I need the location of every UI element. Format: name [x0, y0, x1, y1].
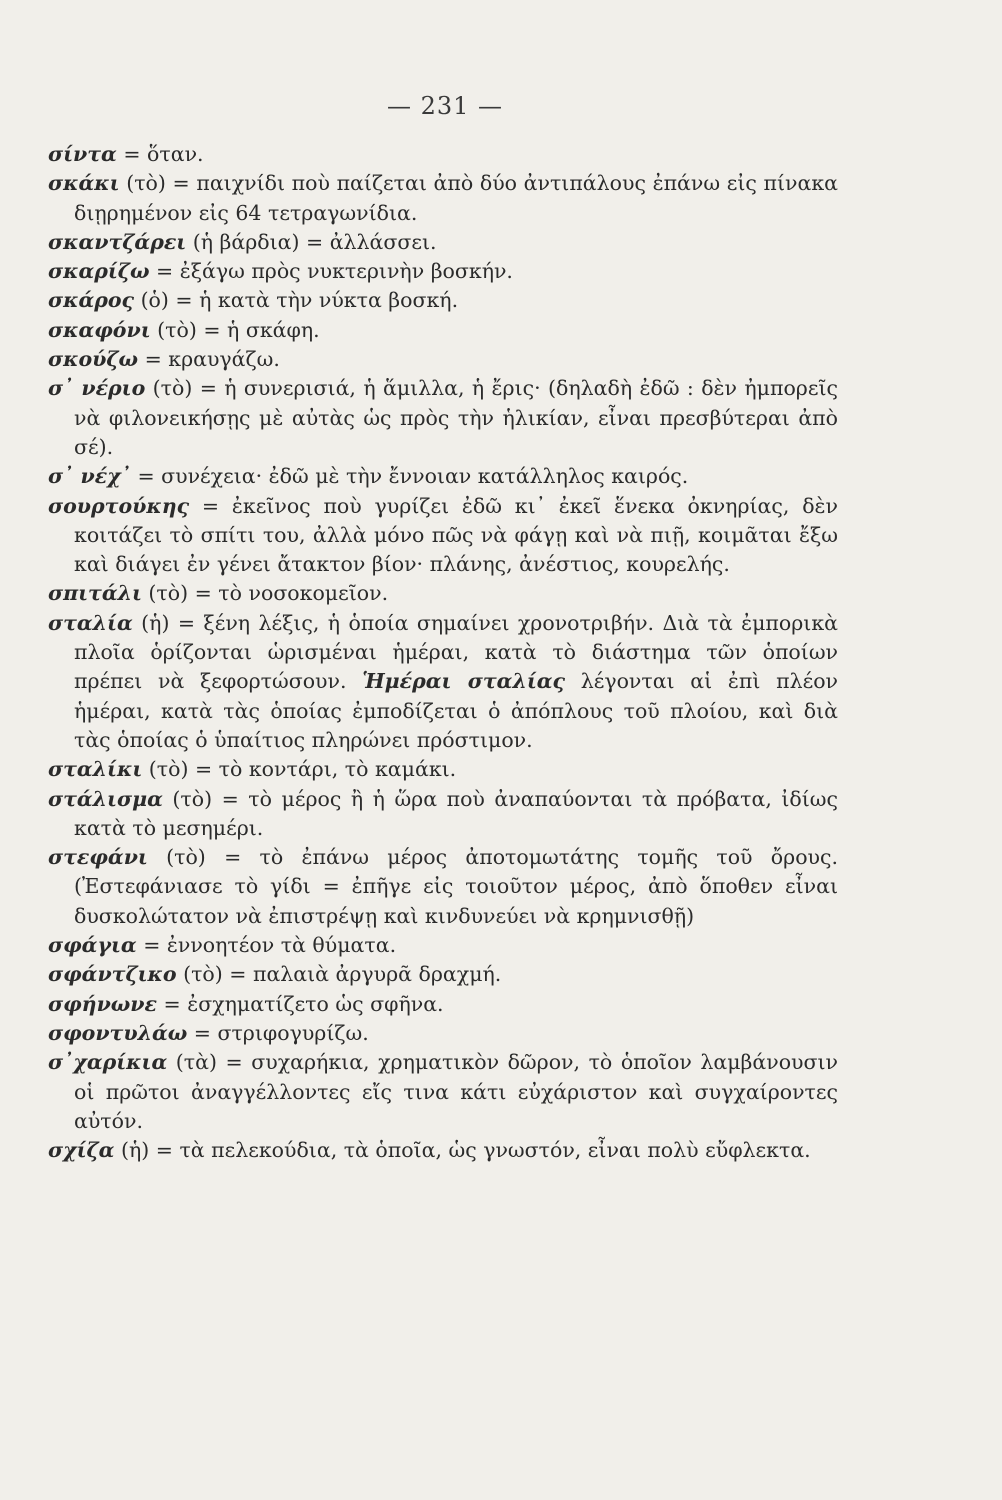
glossary-entry	[48, 579, 838, 608]
entry-definition: = κραυγάζω.	[138, 347, 280, 372]
entry-definition: = ἐκεῖνος ποὺ γυρίζει ἐδῶ κι᾿ ἐκεῖ ἕνεκα ὀκνηρίας, δὲν κοιτάζει τὸ σπίτι του, ἀλλὰ μόνο πῶς νὰ φάγῃ καὶ νὰ πιῇ, κοιμᾶται ἔξω καὶ διάγει ἐν γένει ἄτακτον βίον· πλάνης, ἀνέστιος, κουρελής.	[74, 493, 838, 577]
glossary-entry	[48, 1019, 838, 1048]
entry-definition-continued: λέγονται αἱ ἐπὶ πλέον ἡμέραι, κατὰ τὰς ὁποίας ἐμποδίζεται ὁ ἀπόπλους τοῦ πλοίου, καὶ διὰ τὰς ὁποίας ὁ ὑπαίτιος πληρώνει πρόστιμον.	[74, 669, 838, 752]
entry-definition: (τὸ) = ἡ σκάφη.	[150, 317, 320, 342]
glossary-entry	[48, 316, 838, 345]
glossary-entry	[48, 843, 838, 931]
entry-definition: = ἐσχηματίζετο ὡς σφῆνα.	[157, 991, 444, 1016]
entry-lemma: σφάγια	[48, 933, 137, 958]
entry-definition: = ἐξάγω πρὸς νυκτερινὴν βοσκήν.	[149, 259, 513, 284]
entry-definition: (τὸ) = ἡ συνερισιά, ἡ ἅμιλλα, ἡ ἔρις· (δηλαδὴ ἐδῶ : δὲν ἠμπορεῖς νὰ φιλονεικήσῃς μὲ αὐτὰς ὡς πρὸς τὴν ἡλικίαν, εἶναι πρεσβύτεραι ἀπὸ σέ).	[74, 376, 838, 459]
entry-definition: = ἐννοητέον τὰ θύματα.	[136, 933, 397, 958]
entry-definition: (ἡ βάρδια) = ἀλλάσσει.	[186, 229, 437, 254]
entry-definition: (ὁ) = ἡ κατὰ τὴν νύκτα βοσκή.	[134, 288, 459, 313]
entry-definition: = ὅταν.	[116, 142, 204, 166]
entry-lemma: σκάρος	[48, 288, 135, 313]
entry-lemma: σίντα	[48, 142, 117, 166]
glossary-entry	[48, 228, 838, 257]
entry-lemma: σκαντζάρει	[48, 229, 187, 254]
entry-definition: = συνέχεια· ἐδῶ μὲ τὴν ἔννοιαν κατάλληλος καιρός.	[130, 464, 689, 489]
entry-lemma: σκαρίζω	[48, 259, 150, 284]
glossary-entry	[48, 785, 838, 844]
entry-lemma: σφήνωνε	[48, 991, 157, 1016]
entry-definition: (τὸ) = παλαιὰ ἀργυρᾶ δραχμή.	[176, 962, 502, 987]
page-number: — 231 —	[386, 92, 504, 120]
glossary-entry	[48, 960, 838, 989]
glossary-entry	[48, 140, 838, 169]
entry-definition: (ἡ) = ξένη λέξις, ἡ ὁποία σημαίνει χρονοτριβήν. Διὰ τὰ ἐμπορικὰ πλοῖα ὁρίζονται ὡρισμέναι ἡμέραι, κατὰ τὸ διάστημα τῶν ὁποίων πρέπει νὰ ξεφορτώσουν.	[74, 610, 838, 694]
entry-definition: = στριφογυρίζω.	[187, 1020, 369, 1045]
glossary-entry	[48, 1048, 838, 1136]
entry-definition: (τὸ) = παιχνίδι ποὺ παίζεται ἀπὸ δύο ἀντιπάλους ἐπάνω εἰς πίνακα διῃρημένον εἰς 64 τετραγωνίδια.	[74, 171, 838, 225]
glossary-entry	[48, 755, 838, 784]
entry-emphasis: Ἡμέραι σταλίας	[362, 669, 565, 694]
entry-lemma: στεφάνι	[48, 845, 148, 870]
glossary-entry	[48, 374, 838, 462]
entry-definition: (τὸ) = τὸ ἐπάνω μέρος ἀποτομωτάτης τομῆς τοῦ ὄρους. (Ἐστεφάνιασε τὸ γίδι = ἐπῆγε εἰς τοιοῦτον μέρος, ἀπὸ ὅποθεν εἶναι δυσκολώτατον νὰ ἐπιστρέψῃ καὶ κινδυνεύει νὰ κρημνισθῇ)	[74, 845, 838, 928]
entry-lemma: σφάντζικο	[48, 962, 177, 987]
glossary-entry	[48, 257, 838, 286]
glossary-entry	[48, 990, 838, 1019]
glossary-entry	[48, 1136, 838, 1165]
entry-lemma: σκούζω	[48, 347, 139, 372]
glossary-entry	[48, 169, 838, 228]
entry-lemma: σταλίκι	[48, 757, 143, 782]
entry-lemma: σ᾿χαρίκια	[48, 1050, 168, 1075]
entry-lemma: στάλισμα	[48, 786, 163, 811]
glossary-entry	[48, 931, 838, 960]
entry-lemma: σουρτούκης	[48, 493, 190, 518]
entry-lemma: σχίζα	[48, 1138, 115, 1163]
glossary-entry	[48, 286, 838, 315]
entry-lemma: σφοντυλάω	[48, 1020, 188, 1045]
glossary-entry	[48, 609, 838, 755]
entry-lemma: σκαφόνι	[48, 317, 151, 342]
entry-lemma: σκάκι	[48, 171, 120, 196]
entry-definition: (ἡ) = τὰ πελεκούδια, τὰ ὁποῖα, ὡς γνωστόν, εἶναι πολὺ εὔφλεκτα.	[114, 1138, 811, 1163]
entry-definition: (τὸ) = τὸ μέρος ἢ ἡ ὥρα ποὺ ἀναπαύονται τὰ πρόβατα, ἰδίως κατὰ τὸ μεσημέρι.	[74, 786, 838, 840]
glossary-entries	[48, 140, 838, 1165]
entry-definition: (τὸ) = τὸ νοσοκομεῖον.	[141, 581, 389, 606]
glossary-entry	[48, 345, 838, 374]
entry-definition: (τὰ) = συχαρήκια, χρηματικὸν δῶρον, τὸ ὁποῖον λαμβάνουσιν οἱ πρῶτοι ἀναγγέλλοντες εἴς τινα κάτι εὐχάριστον καὶ συγχαίροντες αὐτόν.	[74, 1050, 838, 1133]
entry-lemma: σ᾿ νέριο	[48, 376, 146, 401]
entry-lemma: σταλία	[48, 610, 133, 635]
entry-lemma: σ᾿ νέχ᾿	[48, 464, 131, 489]
entry-lemma: σπιτάλι	[48, 581, 142, 606]
glossary-entry	[48, 462, 838, 491]
glossary-entry	[48, 492, 838, 580]
entry-definition: (τὸ) = τὸ κοντάρι, τὸ καμάκι.	[142, 757, 457, 782]
